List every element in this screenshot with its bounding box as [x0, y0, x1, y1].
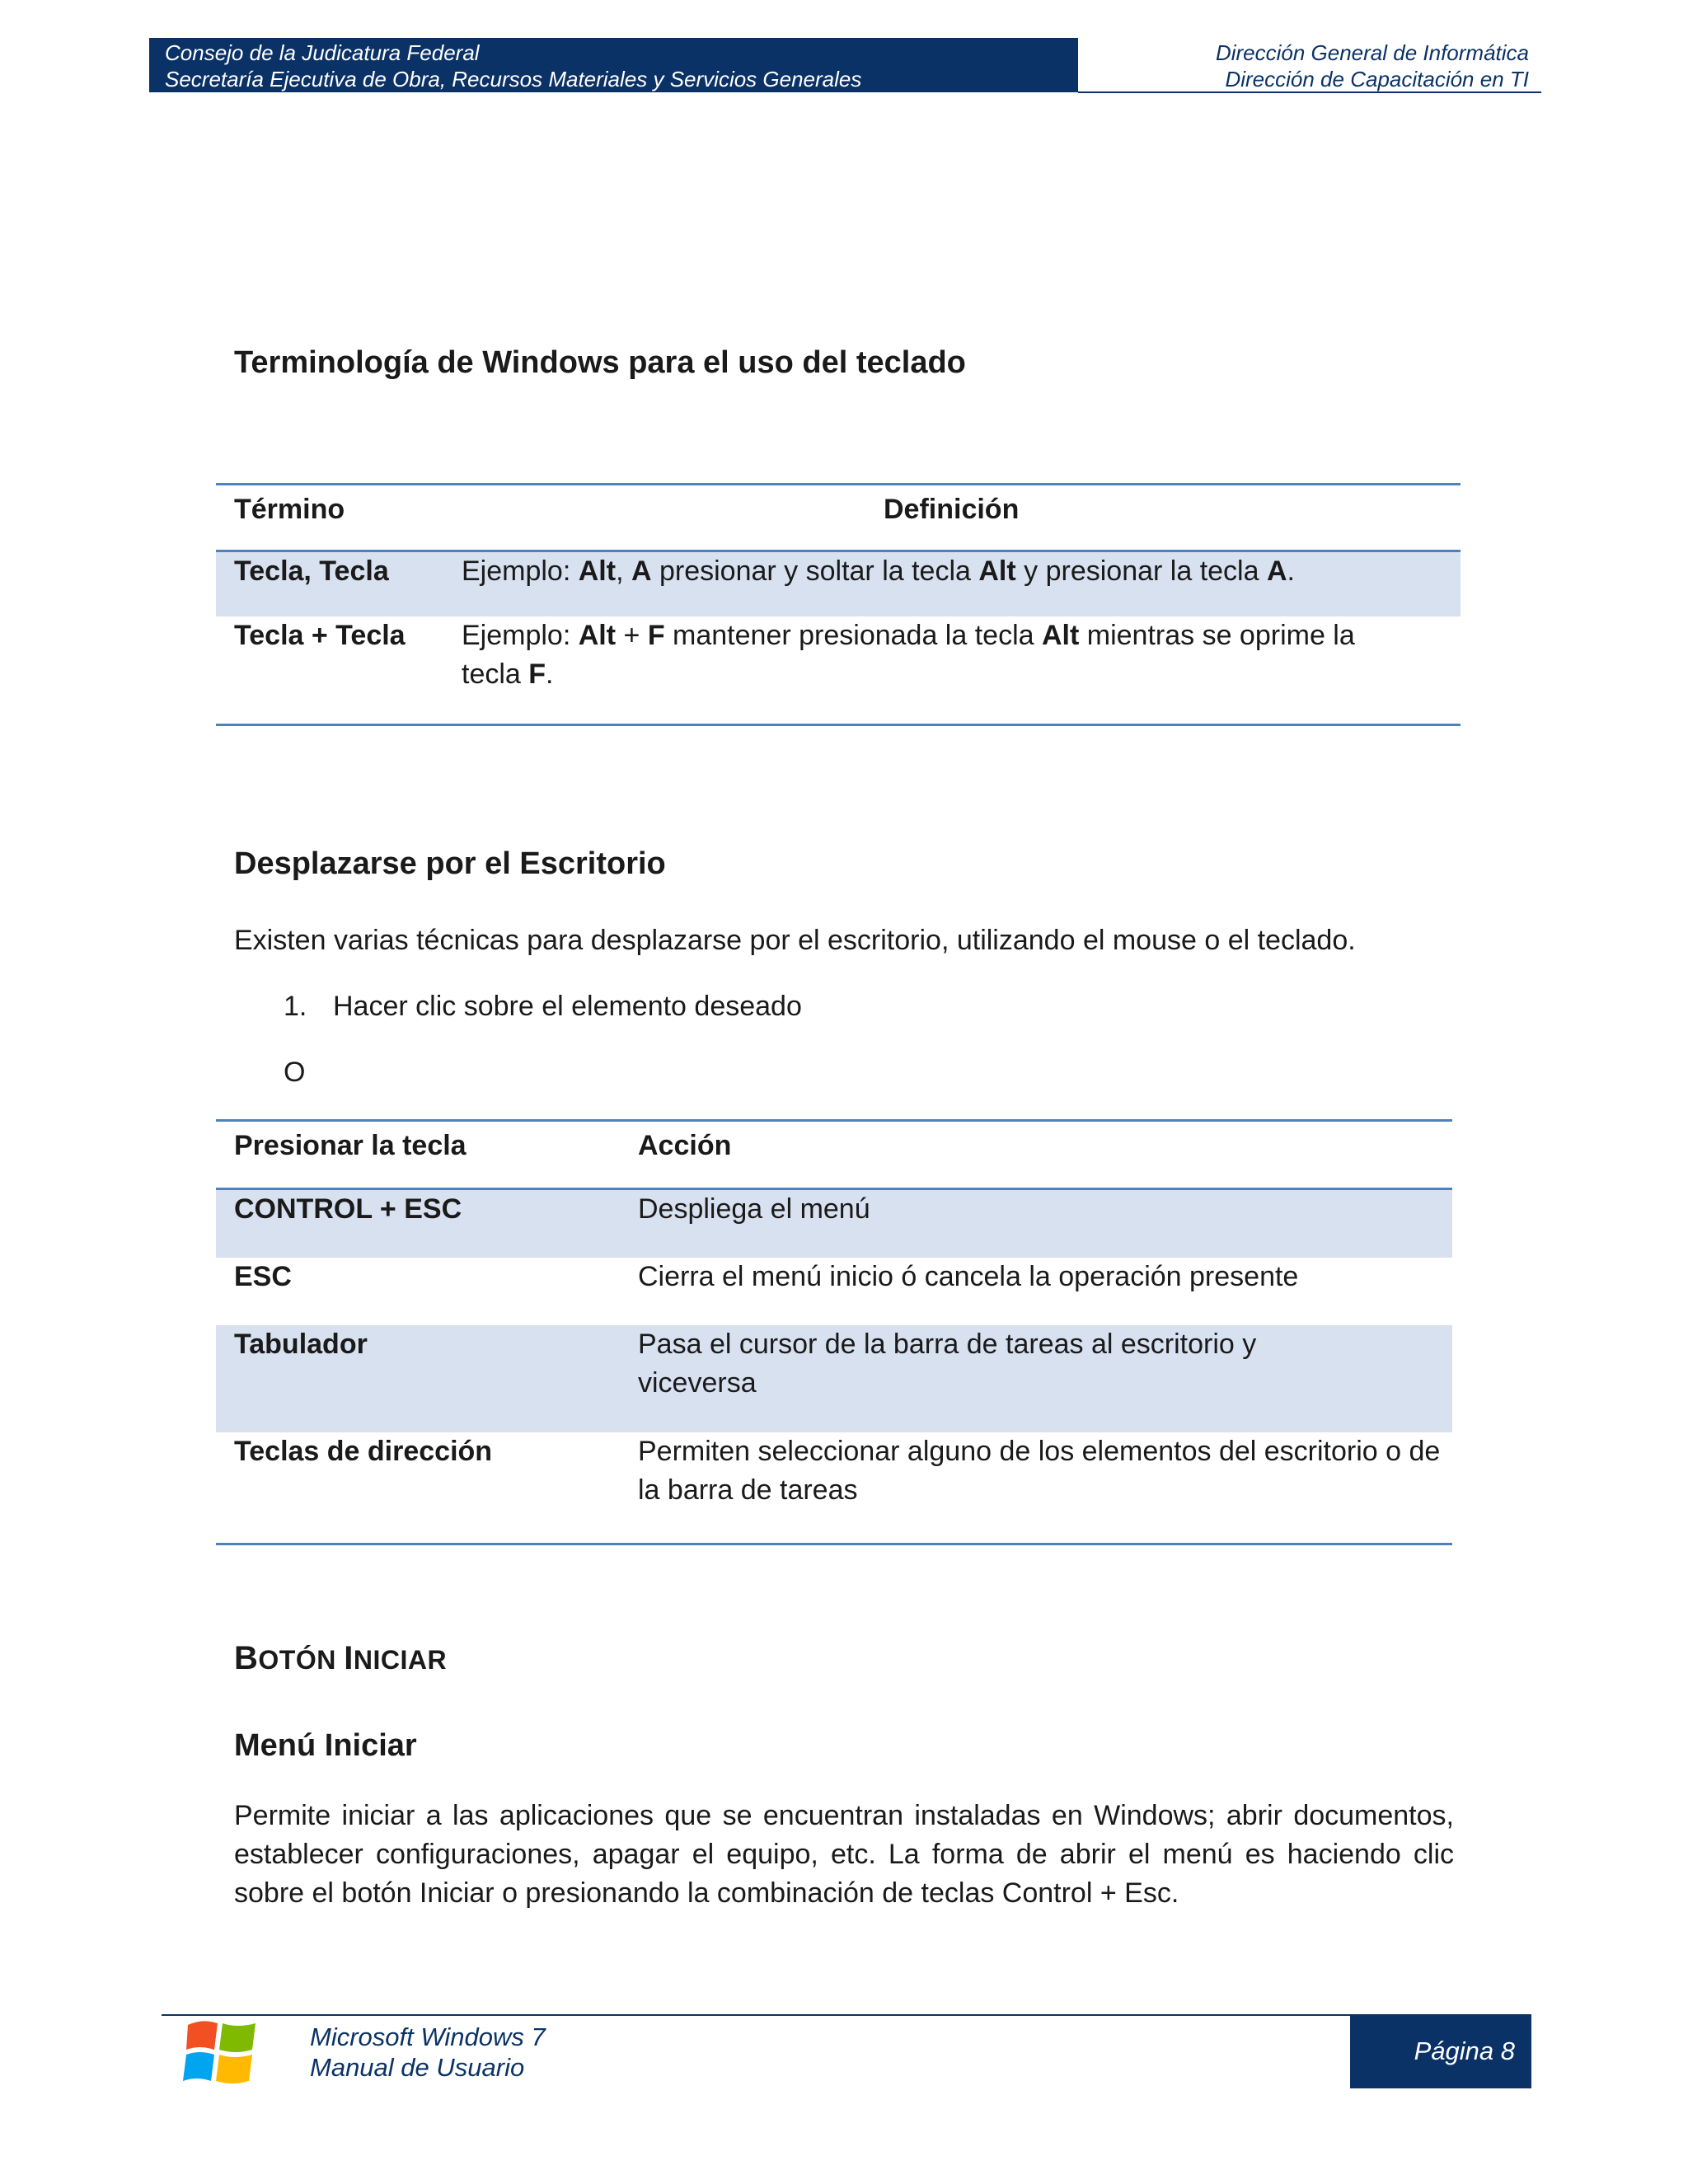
- title-cap-i: I: [344, 1640, 354, 1676]
- header-right-block: [1078, 38, 1541, 92]
- table-row: [216, 616, 1461, 724]
- header-action: Acción: [638, 1130, 732, 1161]
- table-row: [216, 552, 1461, 616]
- table-row: [216, 1432, 1452, 1536]
- start-menu-paragraph: Permite iniciar a las aplicaciones que se encuentran instaladas en Windows; abrir documentos, establecer configuraciones, apagar el equipo, etc. La forma de abrir el menú es haciendo clic sobre el botón Iniciar o presionando la combinación de teclas Control + Esc.: [234, 1800, 1454, 1909]
- section-title-desktop: Desplazarse por el Escritorio: [234, 846, 666, 881]
- page-number: Página 8: [1350, 2014, 1531, 2088]
- table-bottom-rule: [216, 1543, 1452, 1545]
- header-direction-name: Dirección General de Informática: [1215, 40, 1529, 65]
- definition-cell: Ejemplo: Alt, A presionar y soltar la tecla Alt y presionar la tecla A.: [462, 555, 1295, 587]
- logo-flag-green: [219, 2023, 256, 2052]
- footer-text-block: [310, 2022, 546, 2083]
- desktop-intro-text: Existen varias técnicas para desplazarse por el escritorio, utilizando el mouse o el teclado.: [234, 925, 1356, 956]
- table-row: [216, 1325, 1452, 1432]
- section-title-terminology: Terminología de Windows para el uso del teclado: [234, 345, 966, 380]
- keyboard-actions-table: [216, 1119, 1452, 1548]
- key-cell: Tabulador: [234, 1329, 368, 1360]
- table-bottom-rule: [216, 724, 1461, 726]
- header-org-name: Consejo de la Judicatura Federal: [165, 40, 480, 65]
- table-header-row: [216, 485, 1461, 538]
- action-cell: Cierra el menú inicio ó cancela la operación presente: [638, 1261, 1299, 1292]
- header-divider: [1078, 91, 1541, 93]
- definition-cell: Ejemplo: Alt + F mantener presionada la tecla Alt mientras se oprime la tecla F.: [462, 620, 1355, 690]
- logo-flag-red: [186, 2021, 218, 2050]
- key-cell: CONTROL + ESC: [234, 1193, 462, 1225]
- action-cell: Despliega el menú: [638, 1193, 870, 1225]
- logo-flag-yellow: [216, 2055, 252, 2083]
- logo-flag-blue: [183, 2052, 214, 2081]
- action-cell: Pasa el cursor de la barra de tareas al escritorio y viceversa: [638, 1329, 1257, 1399]
- list-number: 1.: [284, 991, 307, 1022]
- title-rest-boton: OTÓN: [258, 1645, 345, 1675]
- footer-manual-name: Manual de Usuario: [310, 2053, 525, 2082]
- header-org-department: Secretaría Ejecutiva de Obra, Recursos Materiales y Servicios Generales: [165, 67, 862, 91]
- table-row: [216, 1190, 1452, 1258]
- term-cell: Tecla + Tecla: [234, 620, 406, 651]
- section-title-start-button: [234, 1640, 447, 1677]
- title-cap-b: B: [234, 1640, 259, 1676]
- key-cell: ESC: [234, 1261, 292, 1292]
- footer-divider: [162, 2014, 1350, 2016]
- list-item-click-element: Hacer clic sobre el elemento deseado: [333, 991, 802, 1022]
- header-definition: Definición: [884, 494, 1020, 525]
- or-text: O: [284, 1057, 306, 1088]
- header-key: Presionar la tecla: [234, 1130, 467, 1161]
- header-training-name: Dirección de Capacitación en TI: [1225, 67, 1529, 91]
- subtitle-start-menu: Menú Iniciar: [234, 1728, 417, 1763]
- action-cell: Permiten seleccionar alguno de los elementos del escritorio o de la barra de tareas: [638, 1436, 1441, 1506]
- footer-product-name: Microsoft Windows 7: [310, 2022, 546, 2051]
- key-cell: Teclas de dirección: [234, 1436, 493, 1467]
- term-cell: Tecla, Tecla: [234, 555, 389, 587]
- table-header-row: [216, 1122, 1452, 1188]
- windows-logo-icon: [183, 2017, 259, 2088]
- header-term: Término: [234, 494, 345, 525]
- header-left-block: [149, 38, 1078, 92]
- table-row: [216, 1258, 1452, 1325]
- terminology-table: [216, 483, 1461, 729]
- title-rest-iniciar: NICIAR: [353, 1645, 448, 1675]
